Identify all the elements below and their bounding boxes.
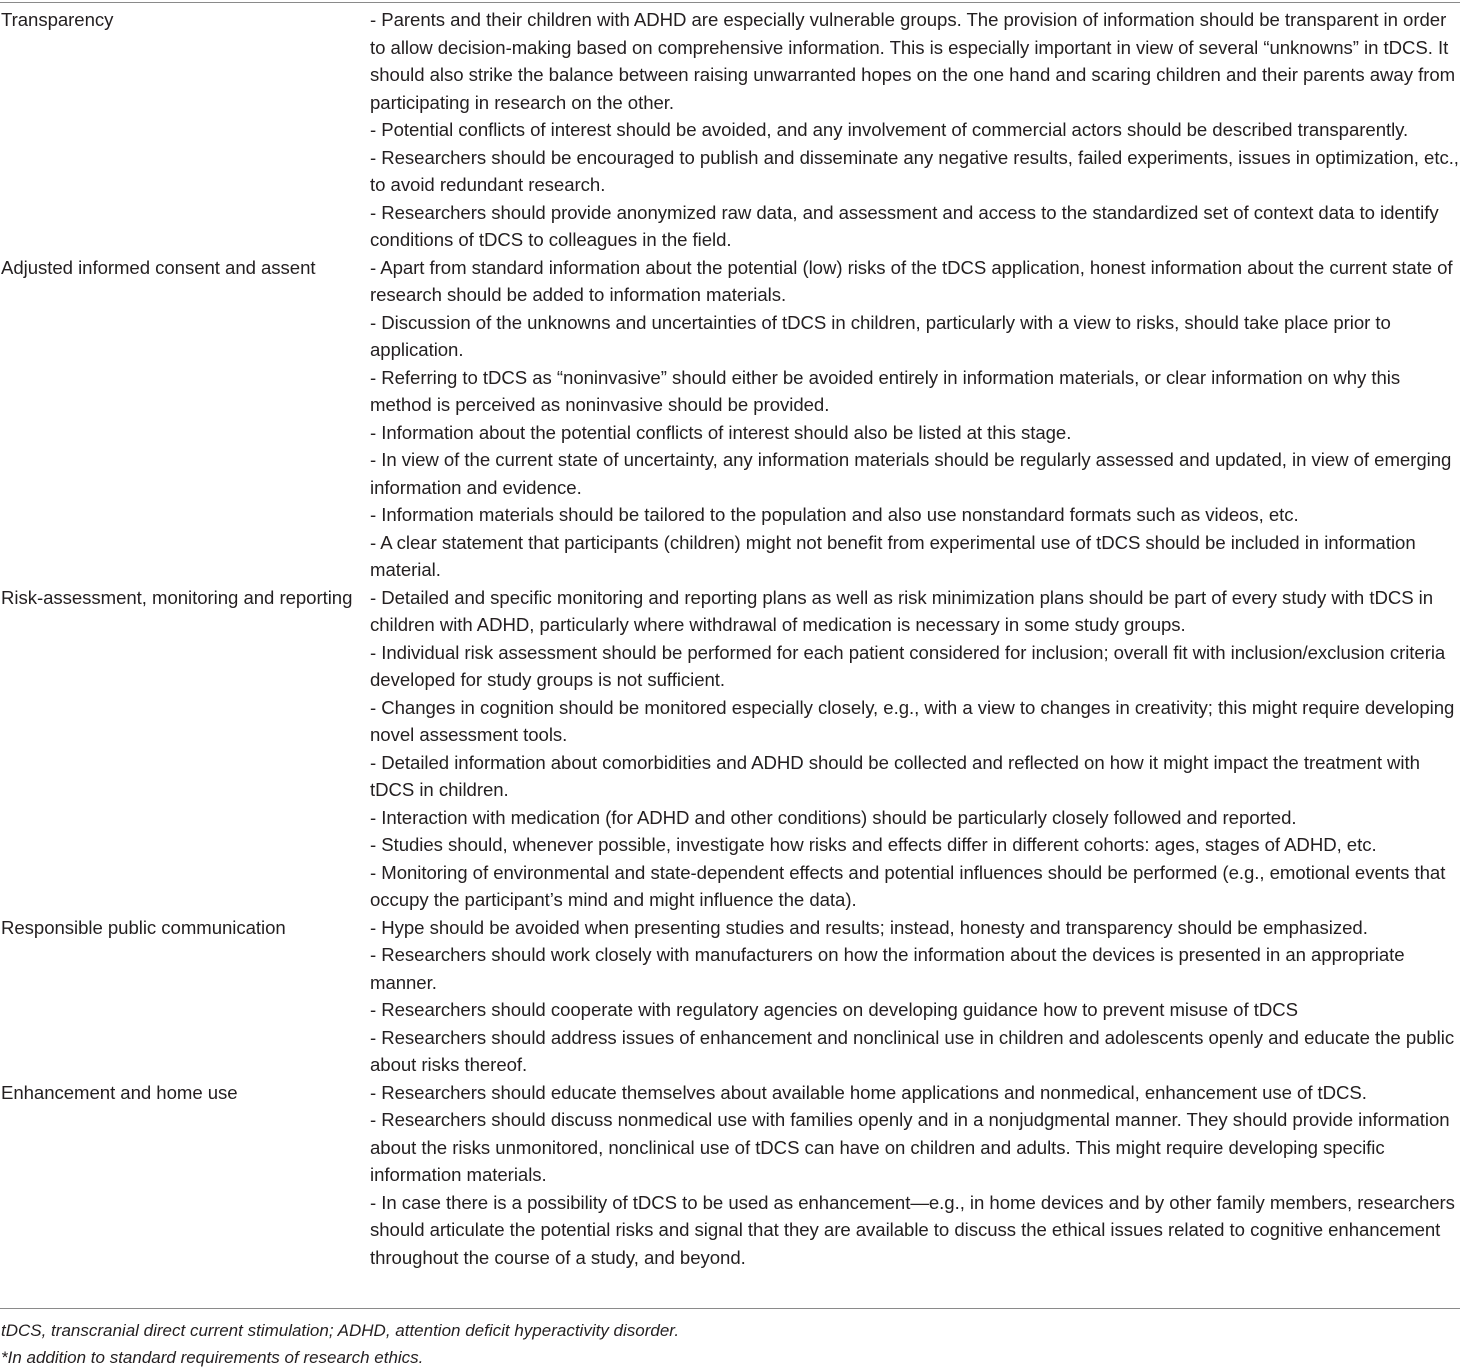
recommendation-item: - Potential conflicts of interest should be avoided, and any involvement of commercial actors should be described transparently. (370, 119, 1409, 140)
recommendation-item: - Information materials should be tailored to the population and also use nonstandard formats such as videos, etc. (370, 504, 1299, 525)
recommendations-cell (370, 254, 1460, 584)
recommendation-item: - Researchers should discuss nonmedical use with families openly and in a nonjudgmental manner. They should provide information about the risks unmonitored, nonclinical use of tDCS can have on children and adults. This might require developing specific information materials. (370, 1109, 1450, 1185)
recommendation-item: - Researchers should educate themselves about available home applications and nonmedical, enhancement use of tDCS. (370, 1081, 1367, 1103)
footnote-asterisk: *In addition to standard requirements of research ethics. (1, 1348, 424, 1367)
recommendations-cell (370, 6, 1460, 254)
recommendation-item: - Parents and their children with ADHD are especially vulnerable groups. The provision of information should be transparent in order to allow decision-making based on comprehensive information. This is especially important in view of several “unknowns” in tDCS. It should also strike the balance between raising unwarranted hopes on the one hand and scaring children and their parents away from participating in research on the other. (370, 9, 1456, 113)
table-row (0, 914, 1460, 1079)
recommendation-item: - Discussion of the unknowns and uncertainties of tDCS in children, particularly with a view to risks, should take place prior to application. (370, 311, 1391, 360)
recommendation-item: - Researchers should work closely with manufacturers on how the information about the devices is presented in an appropriate manner. (370, 944, 1405, 993)
topic-cell: Adjusted informed consent and assent (1, 256, 316, 278)
table-bottom-rule (0, 1308, 1460, 1309)
recommendation-item: - Researchers should cooperate with regulatory agencies on developing guidance how to prevent misuse of tDCS (370, 999, 1298, 1020)
recommendation-item: - Individual risk assessment should be performed for each patient considered for inclusion; overall fit with inclusion/exclusion criteria developed for study groups is not sufficient. (370, 641, 1446, 690)
recommendation-item: - Interaction with medication (for ADHD and other conditions) should be particularly closely followed and reported. (370, 806, 1297, 828)
table-body (0, 6, 1460, 1271)
recommendation-item: - Detailed and specific monitoring and reporting plans as well as risk minimization plans should be part of every study with tDCS in children with ADHD, particularly where withdrawal of medication is necessary in some study groups. (370, 586, 1434, 635)
recommendation-item: - In view of the current state of uncertainty, any information materials should be regularly assessed and updated, in view of emerging information and evidence. (370, 449, 1452, 498)
recommendation-item: - Changes in cognition should be monitored especially closely, e.g., with a view to changes in creativity; this might require developing novel assessment tools. (370, 696, 1455, 745)
recommendation-item: - In case there is a possibility of tDCS to be used as enhancement—e.g., in home devices and by other family members, researchers should articulate the potential risks and signal that they are available to discuss the ethical issues related to cognitive enhancement throughout the course of a study, and beyond. (370, 1191, 1455, 1268)
topic-cell: Responsible public communication (1, 916, 286, 938)
recommendations-cell (370, 1079, 1460, 1272)
recommendation-item: - Hype should be avoided when presenting studies and results; instead, honesty and transparency should be emphasized. (370, 916, 1368, 938)
recommendation-item: - A clear statement that participants (children) might not benefit from experimental use of tDCS should be included in information material. (370, 531, 1416, 580)
recommendation-item: - Researchers should be encouraged to publish and disseminate any negative results, failed experiments, issues in optimization, etc., to avoid redundant research. (370, 146, 1459, 195)
recommendation-item: - Researchers should address issues of enhancement and nonclinical use in children and adolescents openly and educate the public about risks thereof. (370, 1026, 1455, 1075)
table-row (0, 1079, 1460, 1272)
topic-cell: Transparency (1, 9, 114, 30)
recommendation-item: - Detailed information about comorbidities and ADHD should be collected and reflected on how it might impact the treatment with tDCS in children. (370, 751, 1420, 800)
recommendation-item: - Referring to tDCS as “noninvasive” should either be avoided entirely in information materials, or clear information on why this method is perceived as noninvasive should be provided. (370, 366, 1401, 415)
recommendation-item: - Apart from standard information about the potential (low) risks of the tDCS application, honest information about the current state of research should be added to information materials. (370, 256, 1453, 305)
footnote-abbreviations: tDCS, transcranial direct current stimulation; ADHD, attention deficit hyperactivity disorder. (1, 1321, 680, 1340)
topic-cell: Risk-assessment, monitoring and reporting (1, 586, 353, 608)
table-row (0, 584, 1460, 914)
recommendation-item: - Monitoring of environmental and state-dependent effects and potential influences should be performed (e.g., emotional events that occupy the participant’s mind and might influence the data). (370, 861, 1446, 910)
recommendations-cell (370, 584, 1460, 914)
recommendation-item: - Researchers should provide anonymized raw data, and assessment and access to the standardized set of context data to identify conditions of tDCS to colleagues in the field. (370, 201, 1439, 250)
table-top-rule (0, 2, 1460, 3)
table-row (0, 6, 1460, 254)
table-footnotes (1, 1317, 1451, 1371)
recommendation-item: - Information about the potential conflicts of interest should also be listed at this stage. (370, 421, 1072, 443)
recommendations-cell (370, 914, 1460, 1079)
table-row (0, 254, 1460, 584)
topic-cell: Enhancement and home use (1, 1081, 238, 1103)
recommendations-table (0, 6, 1460, 1271)
recommendation-item: - Studies should, whenever possible, investigate how risks and effects differ in different cohorts: ages, stages of ADHD, etc. (370, 834, 1377, 855)
